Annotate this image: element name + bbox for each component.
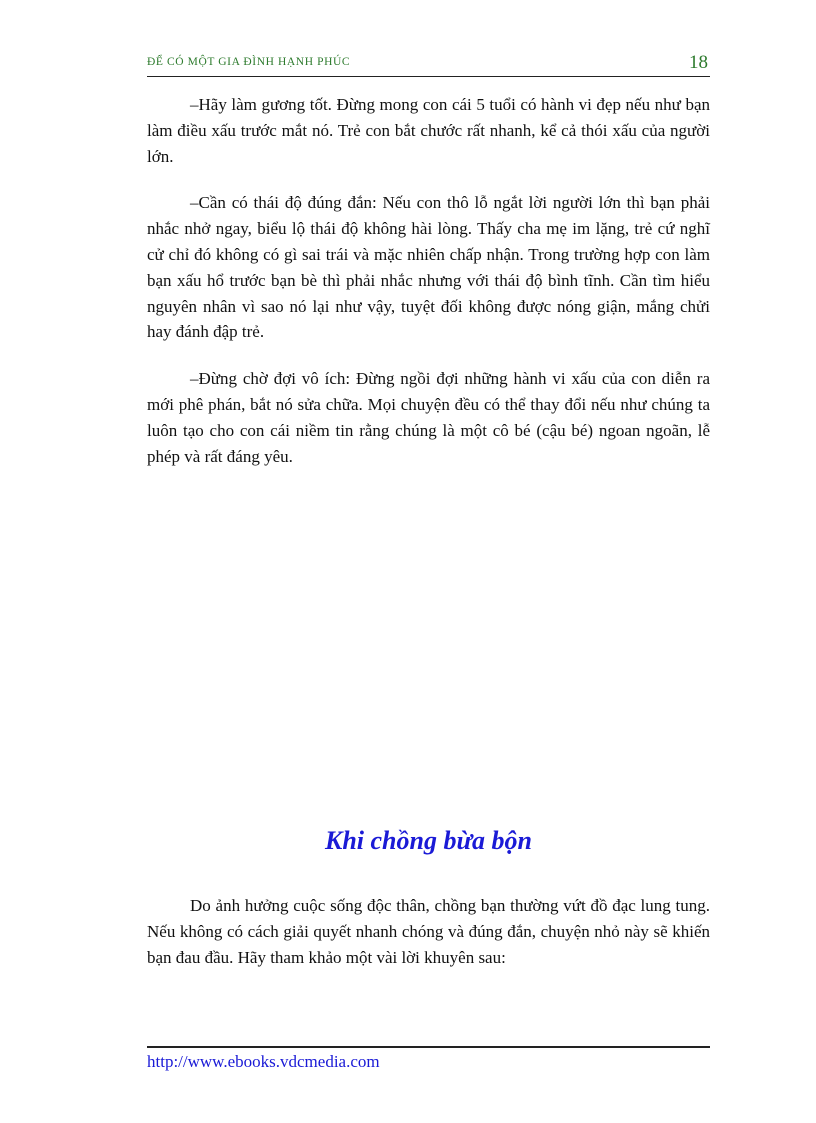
main-content [147, 92, 710, 490]
footer-divider [147, 1046, 710, 1048]
footer-website-link[interactable]: http://www.ebooks.vdcmedia.com [147, 1052, 380, 1071]
paragraph-dont-wait: –Đừng chờ đợi vô ích: Đừng ngồi đợi những hành vi xấu của con diễn ra mới phê phán, bắt nó sửa chữa. Mọi chuyện đều có thể thay đổi nếu như chúng ta luôn tạo cho con cái niềm tin rằng chúng là một cô bé (cậu bé) ngoan ngoãn, lễ phép và rất đáng yêu. [147, 369, 710, 466]
section-heading: Khi chồng bừa bộn [324, 826, 533, 855]
section-content [147, 893, 710, 991]
paragraph-section-intro: Do ảnh hưởng cuộc sống độc thân, chồng bạn thường vứt đồ đạc lung tung. Nếu không có cách giải quyết nhanh chóng và đúng đắn, chuyện nhỏ này sẽ khiến bạn đau đầu. Hãy tham khảo một vài lời khuyên sau: [147, 896, 710, 967]
page-number: 18 [689, 52, 708, 73]
paragraph-right-attitude: –Cần có thái độ đúng đắn: Nếu con thô lỗ ngắt lời người lớn thì bạn phải nhắc nhở ngay, biểu lộ thái độ không hài lòng. Thấy cha mẹ im lặng, trẻ cứ nghĩ cử chỉ đó không có gì sai trái và mặc nhiên chấp nhận. Trong trường hợp con làm bạn xấu hổ trước bạn bè thì phải nhắc nhưng với thái độ bình tĩnh. Cần tìm hiểu nguyên nhân vì sao nó lại như vậy, tuyệt đối không được nóng giận, mắng chửi hay đánh đập trẻ. [147, 193, 710, 342]
paragraph-good-example: –Hãy làm gương tốt. Đừng mong con cái 5 tuổi có hành vi đẹp nếu như bạn làm điều xấu trước mắt nó. Trẻ con bắt chước rất nhanh, kể cả thói xấu của người lớn. [147, 95, 710, 166]
page-header [147, 52, 710, 77]
book-title: ĐỂ CÓ MỘT GIA ĐÌNH HẠNH PHÚC [147, 56, 351, 68]
